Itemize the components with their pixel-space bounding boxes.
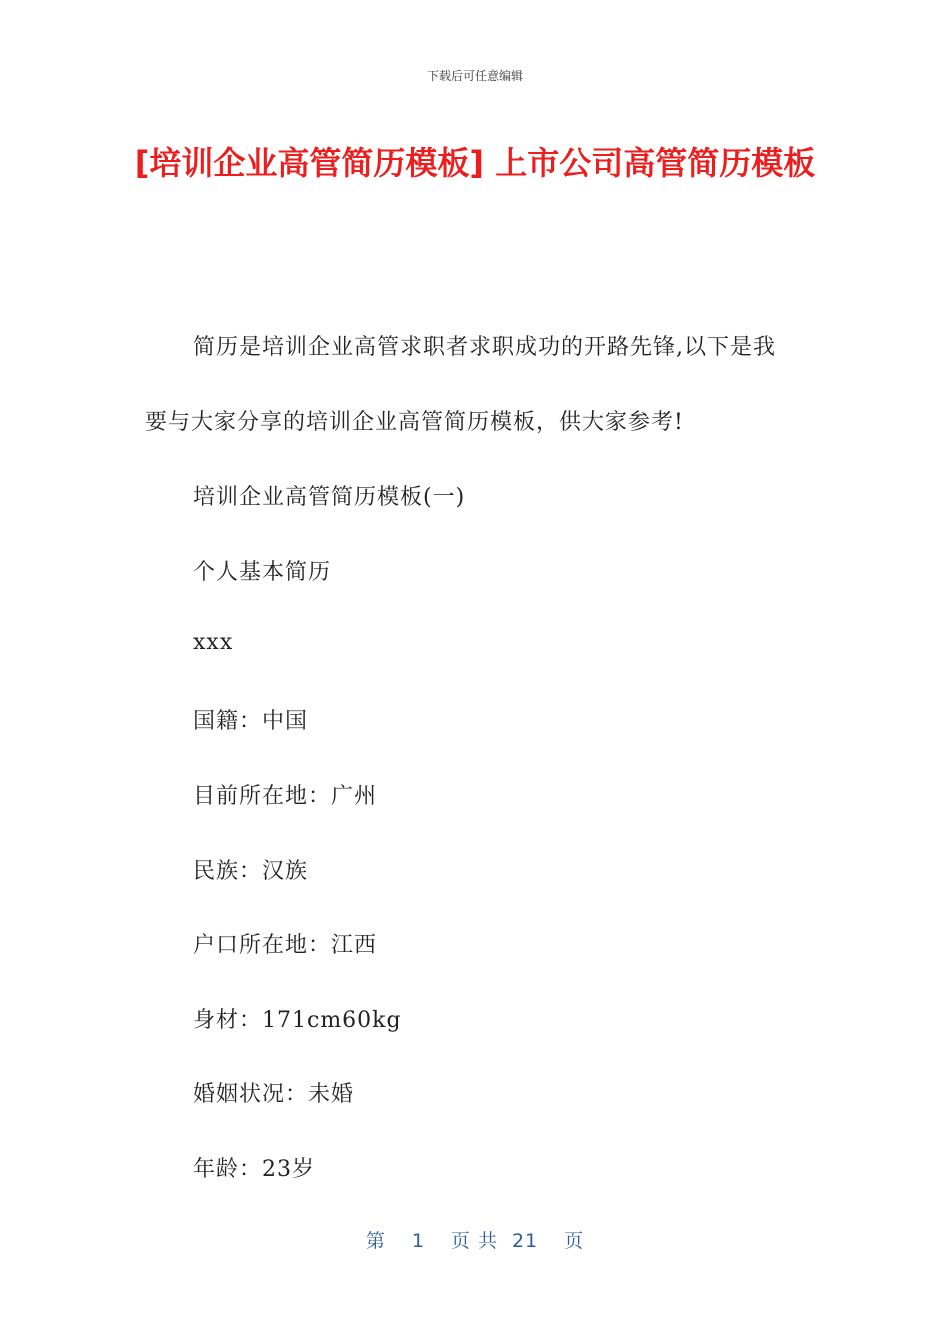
- age-line: 年龄：23岁: [193, 1157, 315, 1182]
- section-heading: 培训企业高管简历模板(一): [193, 485, 466, 510]
- ethnicity-line: 民族：汉族: [193, 859, 309, 884]
- footer-suffix: 页: [564, 1230, 585, 1252]
- marital-status-line: 婚姻状况：未婚: [193, 1082, 355, 1107]
- intro-line-1: 简历是培训企业高管求职者求职成功的开路先锋,以下是我: [193, 335, 776, 360]
- footer-total-pages: 21: [511, 1230, 539, 1252]
- intro-line-2: 要与大家分享的培训企业高管简历模板，供大家参考!: [145, 410, 684, 435]
- header-note: 下载后可任意编辑: [426, 69, 523, 83]
- footer-page-number: 1: [411, 1230, 425, 1252]
- nationality-line: 国籍：中国: [193, 709, 309, 734]
- name-line: xxx: [193, 630, 234, 655]
- footer-prefix: 第: [365, 1230, 386, 1252]
- stature-line: 身材：171cm60kg: [193, 1008, 402, 1033]
- hukou-line: 户口所在地：江西: [193, 933, 378, 958]
- document-title: [培训企业高管简历模板] 上市公司高管简历模板: [134, 144, 816, 182]
- page-footer: [0, 1226, 950, 1253]
- subsection-heading: 个人基本简历: [193, 560, 332, 585]
- location-line: 目前所在地：广州: [193, 784, 378, 809]
- footer-middle: 页 共: [450, 1230, 498, 1252]
